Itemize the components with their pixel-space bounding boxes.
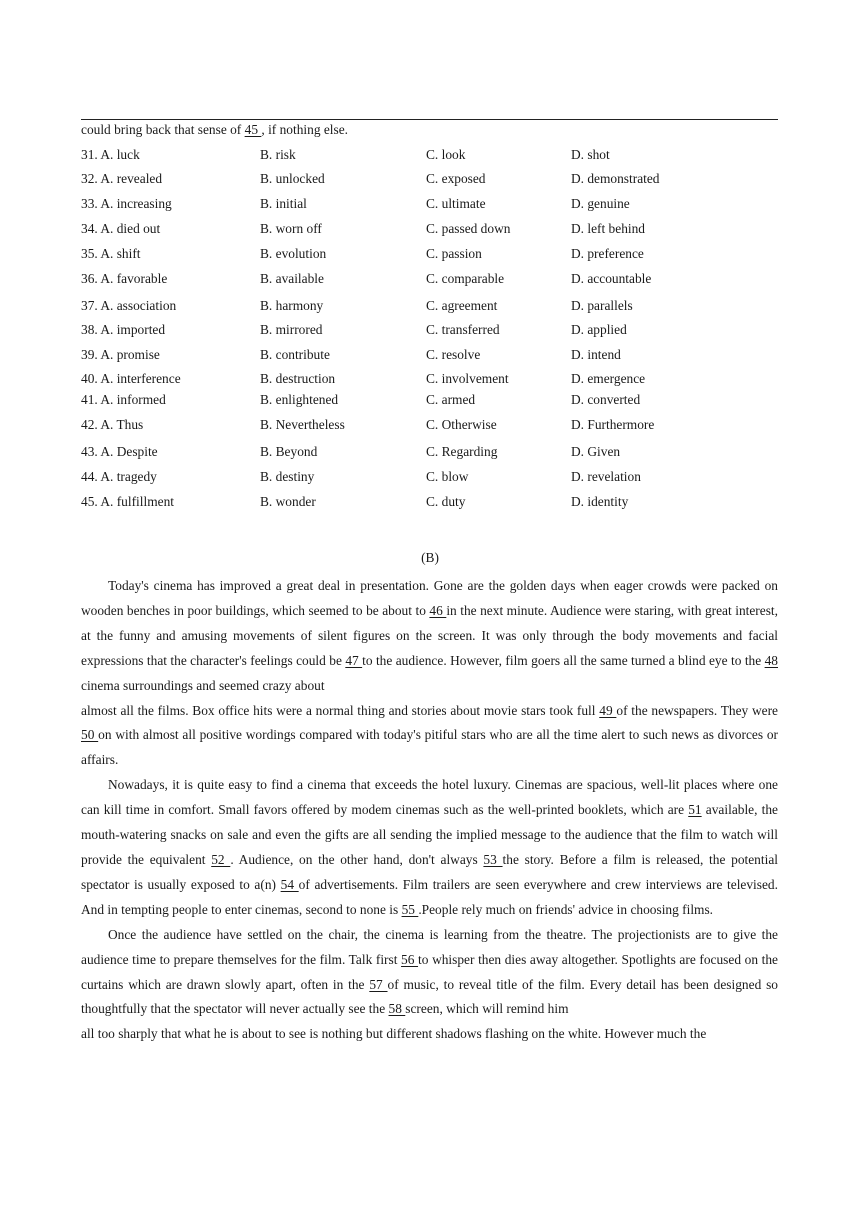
option-d: D. preference xyxy=(571,246,644,261)
option-c: C. Otherwise xyxy=(426,417,497,432)
option-b: B. contribute xyxy=(260,347,330,362)
option-b: B. worn off xyxy=(260,221,322,236)
question-row xyxy=(81,416,781,433)
option-d: D. converted xyxy=(571,392,641,407)
option-d: D. genuine xyxy=(571,196,630,211)
option-d: D. accountable xyxy=(571,271,652,286)
paragraph-2: Nowadays, it is quite easy to find a cinema that exceeds the hotel luxury. Cinemas are spacious, well-lit places where one can kill time in comfort. Small favors offered by modem cinemas such as the well-printed booklets, which are 51 available, the mouth-watering snacks on sale and even the gifts are all sending the implied message to the audience that the film to watch will provide the equivalent 52 . Audience, on the other hand, don't always 53 the story. Before a film is released, the potential spectator is usually exposed to a(n) 54 of advertisements. Film trailers are seen everywhere and crew interviews are televised. And in tempting people to enter cinemas, second to none is 55 .People rely much on friends' advice in choosing films. xyxy=(81,777,778,917)
option-d: D. Furthermore xyxy=(571,417,655,432)
blank-58: 58 xyxy=(388,1001,406,1017)
paragraph-1: Today's cinema has improved a great deal in presentation. Gone are the golden days when eager crowds were packed on wooden benches in poor buildings, which seemed to be about to 46 in the next minute. Audience were staring, with great interest, at the funny and amusing movements of silent figures on the screen. It was only through the body movements and facial expressions that the character's feelings could be 47 to the audience. However, film goers all the same turned a blind eye to the 48 cinema surroundings and seemed crazy about xyxy=(81,578,778,693)
option-b: B. Beyond xyxy=(260,444,318,459)
blank-49: 49 xyxy=(599,702,617,718)
question-row xyxy=(81,468,781,485)
question-row xyxy=(81,146,781,163)
option-c: C. transferred xyxy=(426,322,500,337)
option-c: C. Regarding xyxy=(426,444,498,459)
header-rule xyxy=(81,119,778,120)
option-a: 40. A. interference xyxy=(81,371,181,386)
option-b: B. risk xyxy=(260,147,296,162)
intro-text: could bring back that sense of xyxy=(81,122,245,137)
blank-54: 54 xyxy=(280,876,299,892)
option-b: B. wonder xyxy=(260,494,316,509)
option-c: C. comparable xyxy=(426,271,505,286)
option-c: C. duty xyxy=(426,494,466,509)
option-b: B. mirrored xyxy=(260,322,323,337)
option-a: 45. A. fulfillment xyxy=(81,494,174,509)
option-b: B. harmony xyxy=(260,298,324,313)
option-b: B. initial xyxy=(260,196,307,211)
option-a: 36. A. favorable xyxy=(81,271,168,286)
option-a: 44. A. tragedy xyxy=(81,469,157,484)
option-a: 41. A. informed xyxy=(81,392,166,407)
paragraph-3: Once the audience have settled on the chair, the cinema is learning from the theatre. The projectionists are to give the audience time to prepare themselves for the film. Talk first 56 to whisper then dies away altogether. Spotlights are focused on the curtains which are drawn slowly apart, often in the 57 of music, to reveal title of the film. Every detail has been designed so thoughtfully that the spectator will never actually see the 58 screen, which will remind him xyxy=(81,926,778,1017)
option-a: 32. A. revealed xyxy=(81,171,163,186)
blank-56: 56 xyxy=(401,951,419,967)
question-row xyxy=(81,346,781,363)
option-d: D. emergence xyxy=(571,371,646,386)
passage-b xyxy=(81,574,778,1047)
question-row xyxy=(81,170,781,187)
blank-52: 52 xyxy=(211,851,231,867)
question-row xyxy=(81,321,781,338)
option-c: C. armed xyxy=(426,392,476,407)
paragraph-3-continued: all too sharply that what he is about to see is nothing but different shadows flashing on the white. However much the xyxy=(81,1026,707,1042)
option-a: 39. A. promise xyxy=(81,347,160,362)
option-c: C. blow xyxy=(426,469,469,484)
option-d: D. applied xyxy=(571,322,627,337)
option-b: B. unlocked xyxy=(260,171,325,186)
question-row xyxy=(81,443,781,460)
option-b: B. destruction xyxy=(260,371,336,386)
option-b: B. enlightened xyxy=(260,392,339,407)
option-c: C. agreement xyxy=(426,298,498,313)
option-d: D. shot xyxy=(571,147,610,162)
blank-46: 46 xyxy=(429,602,447,618)
option-c: C. look xyxy=(426,147,466,162)
blank-53: 53 xyxy=(483,851,503,867)
option-d: D. demonstrated xyxy=(571,171,660,186)
option-a: 38. A. imported xyxy=(81,322,166,337)
question-row xyxy=(81,245,781,262)
option-a: 35. A. shift xyxy=(81,246,141,261)
option-c: C. resolve xyxy=(426,347,481,362)
question-row xyxy=(81,270,781,287)
blank-55: 55 xyxy=(401,901,419,917)
option-c: C. passion xyxy=(426,246,482,261)
option-d: D. left behind xyxy=(571,221,646,236)
passage-a-last-line xyxy=(81,121,348,138)
option-a: 31. A. luck xyxy=(81,147,140,162)
question-row xyxy=(81,391,781,408)
option-b: B. evolution xyxy=(260,246,327,261)
paragraph-1-continued: almost all the films. Box office hits were a normal thing and stories about movie stars took full 49 of the newspapers. They were 50 on with almost all positive wordings compared with today's pitiful stars who are all the time alert to such news as divorces or affairs. xyxy=(81,702,778,768)
blank-47: 47 xyxy=(345,652,363,668)
option-c: C. involvement xyxy=(426,371,509,386)
option-d: D. parallels xyxy=(571,298,633,313)
question-row xyxy=(81,493,781,510)
option-c: C. ultimate xyxy=(426,196,486,211)
option-b: B. Nevertheless xyxy=(260,417,345,432)
question-row xyxy=(81,370,781,387)
option-a: 37. A. association xyxy=(81,298,177,313)
option-a: 43. A. Despite xyxy=(81,444,158,459)
blank-51: 51 xyxy=(688,802,702,818)
option-d: D. identity xyxy=(571,494,629,509)
option-c: C. exposed xyxy=(426,171,486,186)
option-d: D. Given xyxy=(571,444,621,459)
option-b: B. destiny xyxy=(260,469,315,484)
option-a: 42. A. Thus xyxy=(81,417,144,432)
option-c: C. passed down xyxy=(426,221,511,236)
blank-45: 45 xyxy=(244,122,262,137)
question-row xyxy=(81,220,781,237)
section-label: (B) xyxy=(421,550,439,565)
option-b: B. available xyxy=(260,271,324,286)
blank-50: 50 xyxy=(81,727,99,743)
question-row xyxy=(81,195,781,212)
option-d: D. intend xyxy=(571,347,621,362)
blank-57: 57 xyxy=(369,976,388,992)
option-d: D. revelation xyxy=(571,469,641,484)
option-a: 33. A. increasing xyxy=(81,196,172,211)
option-a: 34. A. died out xyxy=(81,221,161,236)
question-row xyxy=(81,297,781,314)
intro-text-end: , if nothing else. xyxy=(261,122,349,137)
blank-48: 48 xyxy=(764,652,778,668)
